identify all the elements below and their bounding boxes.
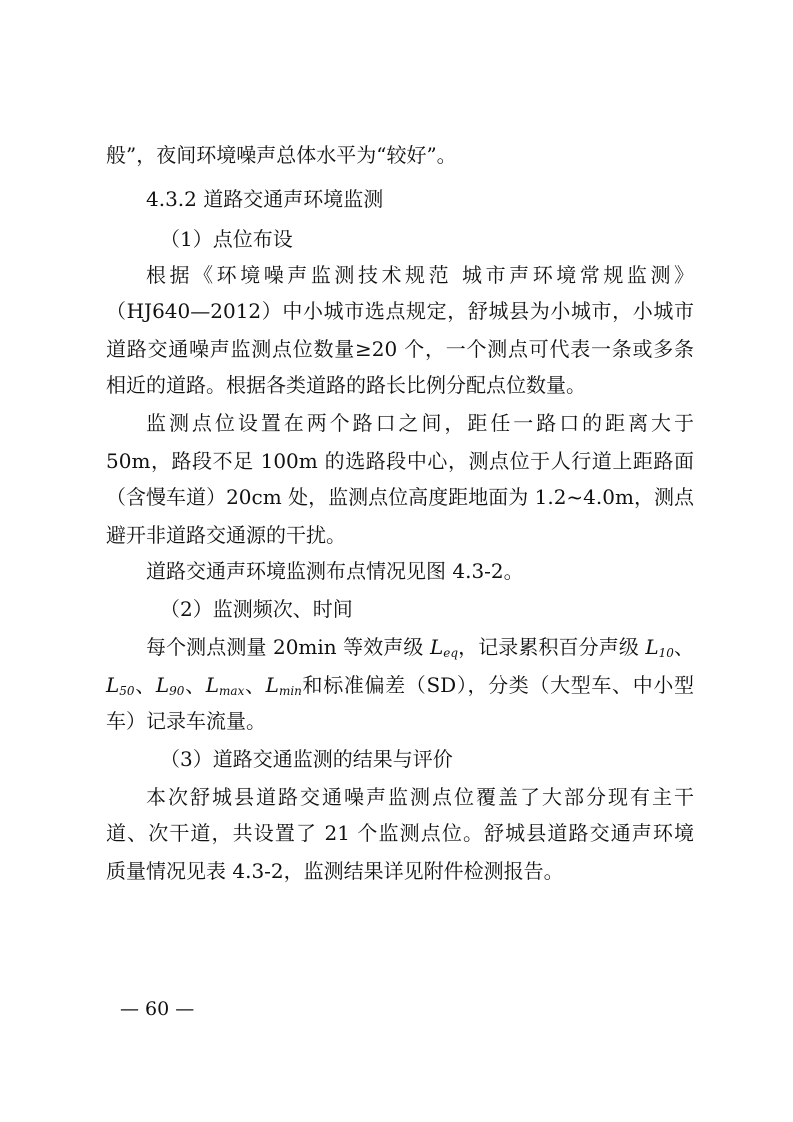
paragraph-line: （含慢车道）20cm 处，监测点位高度距地面为 1.2~4.0m，测点 [106, 485, 694, 509]
text-segment: 每个测点测量 20min 等效声级 [146, 635, 430, 659]
text-segment: 、 [673, 635, 695, 659]
symbol-l50: $L_{50}$ [106, 673, 135, 698]
subsection-heading: （3）道路交通监测的结果与评价 [160, 747, 453, 771]
paragraph-line: 本次舒城县道路交通噪声监测点位覆盖了大部分现有主干 [146, 785, 694, 809]
text-segment: ，记录累积百分声级 [458, 635, 646, 659]
text-segment: 和标准偏差（SD），分类（大型车、中小型 [301, 673, 695, 697]
paragraph-line: 50m，路段不足 100m 的选路段中心，测点位于人行道上距路面 [106, 449, 694, 473]
paragraph-line: 道、次干道，共设置了 21 个监测点位。舒城县道路交通声环境 [106, 821, 694, 845]
text-segment: 、 [244, 673, 266, 697]
paragraph-line-with-symbols [106, 670, 694, 700]
paragraph-line: 般”，夜间环境噪声总体水平为“较好”。 [106, 143, 457, 167]
section-heading: 4.3.2 道路交通声环境监测 [146, 187, 384, 211]
paragraph-line: 监测点位设置在两个路口之间，距任一路口的距离大于 [146, 411, 694, 435]
text-segment: 、 [184, 673, 206, 697]
subsection-heading: （2）监测频次、时间 [160, 597, 353, 621]
symbol-lmin: $L_{min}$ [265, 673, 302, 698]
paragraph-line: 道路交通声环境监测布点情况见图 4.3-2。 [146, 559, 524, 583]
symbol-lmax: $L_{max}$ [205, 673, 245, 698]
paragraph-line-with-symbols [146, 632, 694, 662]
symbol-l90: $L_{90}$ [155, 673, 185, 698]
subsection-heading: （1）点位布设 [160, 227, 293, 251]
paragraph-line: 质量情况见表 4.3-2，监测结果详见附件检测报告。 [106, 859, 564, 883]
text-segment: 、 [134, 673, 156, 697]
paragraph-line: 相近的道路。根据各类道路的路长比例分配点位数量。 [106, 373, 586, 397]
paragraph-line: （HJ640—2012）中小城市选点规定，舒城县为小城市，小城市 [106, 299, 694, 323]
paragraph-line: 道路交通噪声监测点位数量≥20 个，一个测点可代表一条或多条 [106, 337, 694, 361]
symbol-leq: $L_{eq}$ [429, 635, 459, 660]
paragraph-line: 根据《环境噪声监测技术规范 城市声环境常规监测》 [146, 263, 694, 287]
page-number: — 60 — [120, 998, 195, 1020]
paragraph-line: 车）记录车流量。 [106, 709, 266, 733]
symbol-l10: $L_{10}$ [645, 635, 674, 660]
paragraph-line: 避开非道路交通源的干扰。 [106, 523, 346, 547]
